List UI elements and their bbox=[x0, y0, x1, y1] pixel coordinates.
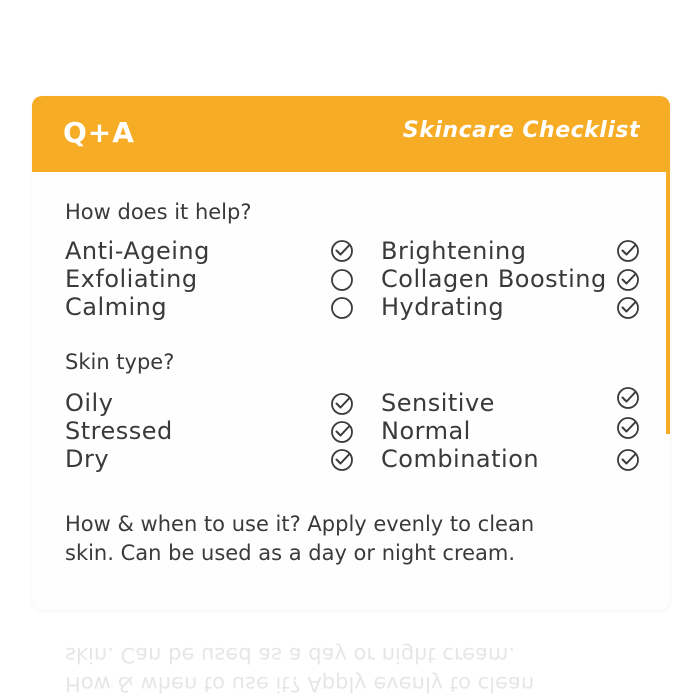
skincare-checklist-card bbox=[32, 96, 670, 610]
skin-type-label: Normal bbox=[381, 417, 471, 445]
usage-line: How & when to use it? Apply evenly to clean bbox=[65, 512, 535, 536]
check-circle-icon bbox=[330, 239, 354, 263]
benefit-label: Calming bbox=[65, 293, 168, 321]
skin-type-label: Sensitive bbox=[381, 389, 495, 417]
skin-type-label: Dry bbox=[65, 445, 110, 473]
empty-circle-icon bbox=[330, 268, 354, 292]
benefit-label: Anti-Ageing bbox=[65, 237, 210, 265]
check-circle-icon bbox=[330, 448, 354, 472]
reflection-line: How & when to use it? Apply evenly to clean bbox=[65, 672, 535, 696]
check-circle-icon bbox=[616, 239, 640, 263]
skin-type-label: Stressed bbox=[65, 417, 173, 445]
check-circle-icon bbox=[616, 386, 640, 410]
skin-type-label: Oily bbox=[65, 389, 114, 417]
reflection-line: skin. Can be used as a day or night cream. bbox=[65, 643, 516, 667]
check-circle-icon bbox=[616, 268, 640, 292]
check-circle-icon bbox=[330, 420, 354, 444]
benefit-label: Collagen Boosting bbox=[381, 265, 607, 293]
check-circle-icon bbox=[616, 296, 640, 320]
accent-edge bbox=[666, 172, 670, 434]
check-circle-icon bbox=[330, 392, 354, 416]
card-title: Skincare Checklist bbox=[402, 118, 640, 143]
usage-instructions bbox=[65, 510, 625, 568]
check-circle-icon bbox=[616, 448, 640, 472]
card-reflection bbox=[32, 612, 670, 700]
benefit-label: Brightening bbox=[381, 237, 527, 265]
benefit-label: Hydrating bbox=[381, 293, 505, 321]
empty-circle-icon bbox=[330, 296, 354, 320]
card-header bbox=[32, 96, 670, 172]
skin-type-question: Skin type? bbox=[65, 350, 175, 374]
brand-logo: Q+A bbox=[63, 116, 135, 149]
usage-line: skin. Can be used as a day or night cream. bbox=[65, 541, 516, 565]
benefits-question: How does it help? bbox=[65, 200, 252, 224]
check-circle-icon bbox=[616, 416, 640, 440]
benefit-label: Exfoliating bbox=[65, 265, 198, 293]
skin-type-label: Combination bbox=[381, 445, 540, 473]
